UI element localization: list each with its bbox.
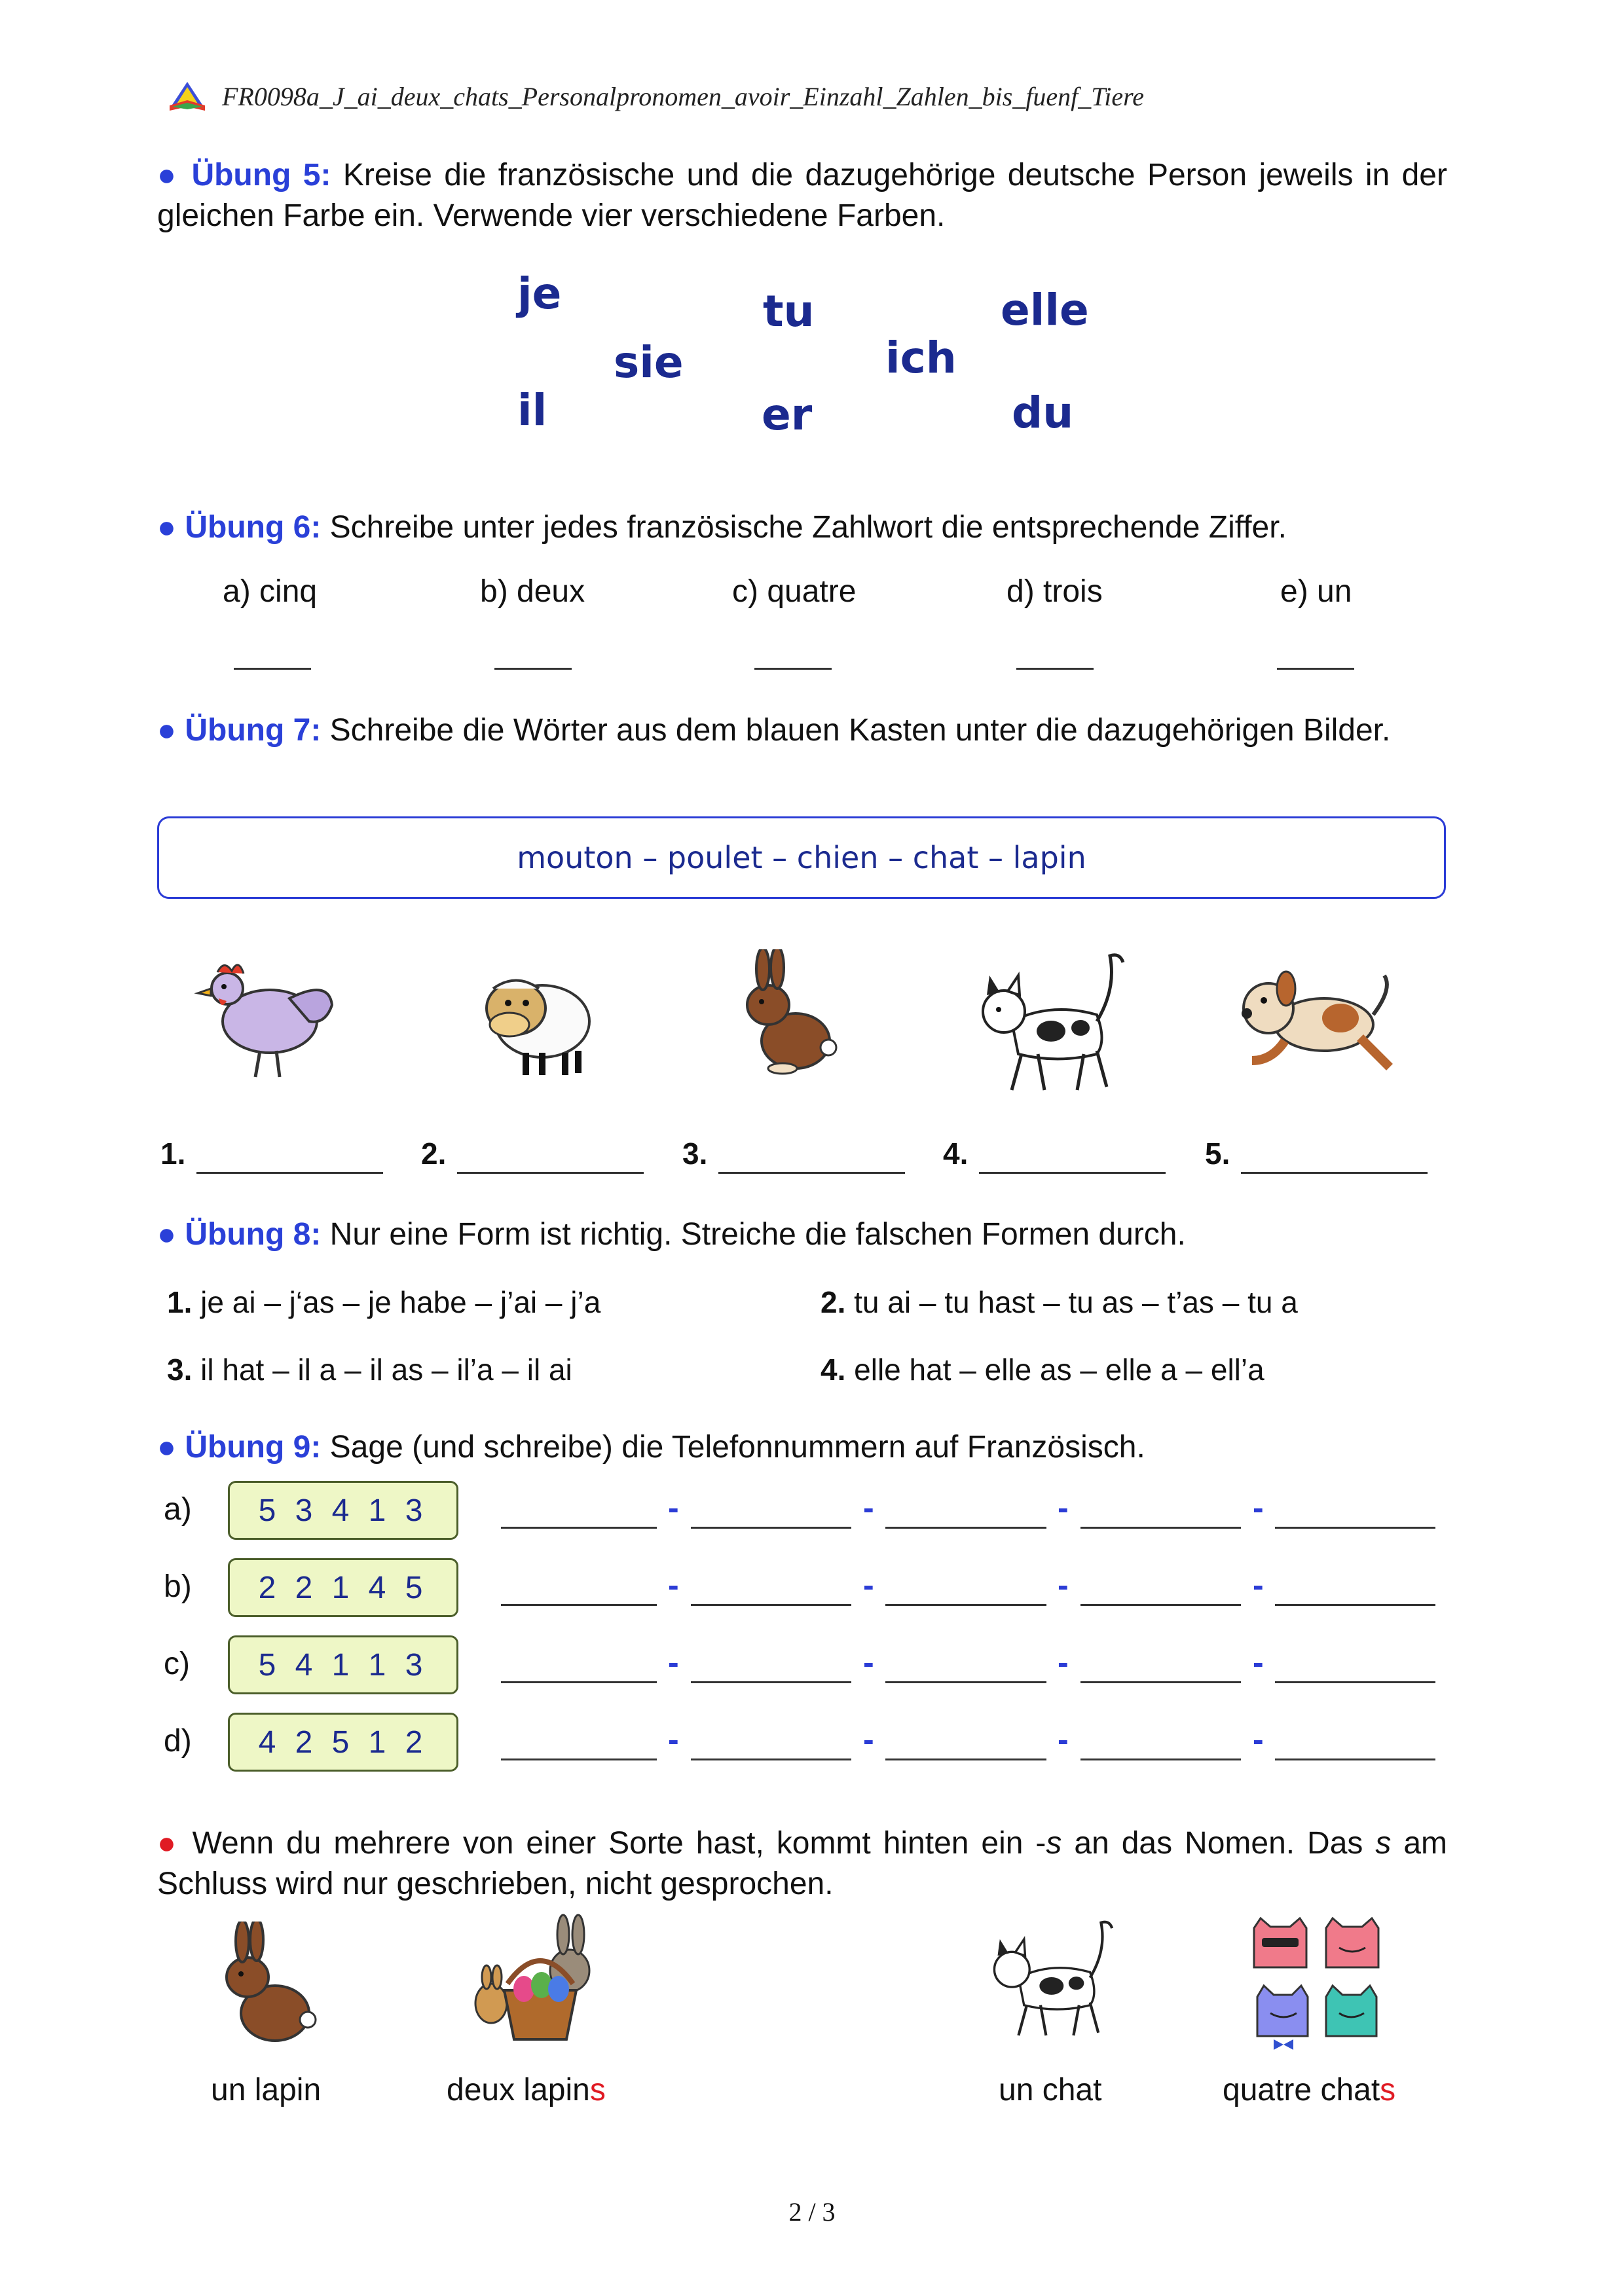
phone-word-blank[interactable] xyxy=(1275,1758,1435,1760)
pronoun-er[interactable]: er xyxy=(762,390,813,440)
phone-word-blank[interactable] xyxy=(691,1527,851,1529)
phone-word-blank[interactable] xyxy=(1080,1604,1241,1606)
chicken-icon xyxy=(191,953,342,1084)
answer-number-2: 2. xyxy=(421,1137,447,1171)
pronoun-du[interactable]: du xyxy=(1012,388,1074,438)
digit-blank-e[interactable] xyxy=(1277,668,1354,670)
page-number: 2 / 3 xyxy=(788,2197,836,2227)
four-cat-faces-icon xyxy=(1247,1915,1392,2052)
phone-dash: - xyxy=(1253,1567,1264,1603)
phone-dash: - xyxy=(1058,1721,1069,1758)
digit-blank-b[interactable] xyxy=(494,668,572,670)
answer-blank-3[interactable] xyxy=(718,1172,905,1174)
book-logo-icon xyxy=(167,81,208,112)
digit-blank-d[interactable] xyxy=(1016,668,1094,670)
answer-blank-1[interactable] xyxy=(196,1172,383,1174)
phone-word-blank[interactable] xyxy=(501,1758,657,1760)
number-item-e: e) un xyxy=(1280,574,1352,609)
phone-number-box: 4 2 5 1 2 xyxy=(228,1713,458,1772)
phone-dash: - xyxy=(863,1644,874,1681)
number-item-b: b) deux xyxy=(480,574,585,609)
caption-un-lapin: un lapin xyxy=(211,2073,322,2107)
pronoun-je[interactable]: je xyxy=(517,268,562,319)
phone-dash: - xyxy=(1058,1489,1069,1526)
phone-dash: - xyxy=(668,1721,679,1758)
number-item-d: d) trois xyxy=(1006,574,1103,609)
phone-word-blank[interactable] xyxy=(885,1681,1046,1683)
phone-dash: - xyxy=(1058,1567,1069,1603)
phone-word-blank[interactable] xyxy=(691,1758,851,1760)
phone-word-blank[interactable] xyxy=(691,1681,851,1683)
dog-icon xyxy=(1232,962,1396,1080)
pronoun-elle[interactable]: elle xyxy=(1001,285,1089,335)
sheep-icon xyxy=(477,962,595,1080)
page-header xyxy=(167,73,1144,119)
exercise-9-instruction: ● Übung 9: Sage (und schreibe) die Telefonnummern auf Französisch. xyxy=(157,1430,1145,1465)
easter-basket-rabbits-icon xyxy=(468,1912,599,2049)
phone-word-blank[interactable] xyxy=(885,1604,1046,1606)
forms-row-3[interactable]: 3. il hat – il a – il as – il’a – il ai xyxy=(167,1353,572,1387)
phone-number-box: 2 2 1 4 5 xyxy=(228,1558,458,1617)
exercise-7-instruction: ● Übung 7: Schreibe die Wörter aus dem blauen Kasten unter die dazugehörigen Bilder. xyxy=(157,713,1391,748)
number-item-a: a) cinq xyxy=(223,574,318,609)
phone-dash: - xyxy=(1253,1489,1264,1526)
answer-number-1: 1. xyxy=(160,1137,186,1171)
phone-dash: - xyxy=(668,1644,679,1681)
plural-note: ● Wenn du mehrere von einer Sorte hast, kommt hinten ein -s an das Nomen. Das s am Schluss wird nur geschrieben, nicht gesprochen. xyxy=(157,1826,1448,1901)
phone-row-label: c) xyxy=(164,1647,190,1681)
phone-dash: - xyxy=(668,1489,679,1526)
cat-icon xyxy=(972,949,1136,1100)
phone-word-blank[interactable] xyxy=(501,1604,657,1606)
word-box: mouton – poulet – chien – chat – lapin xyxy=(157,816,1446,899)
phone-word-blank[interactable] xyxy=(885,1527,1046,1529)
phone-word-blank[interactable] xyxy=(1080,1527,1241,1529)
phone-word-blank[interactable] xyxy=(501,1681,657,1683)
forms-row-2[interactable]: 2. tu ai – tu hast – tu as – t’as – tu a xyxy=(821,1285,1298,1319)
answer-number-5: 5. xyxy=(1205,1137,1230,1171)
pronoun-tu[interactable]: tu xyxy=(763,286,815,337)
phone-dash: - xyxy=(863,1489,874,1526)
caption-un-chat: un chat xyxy=(999,2073,1102,2107)
answer-blank-4[interactable] xyxy=(979,1172,1166,1174)
phone-word-blank[interactable] xyxy=(1080,1681,1241,1683)
phone-word-blank[interactable] xyxy=(1275,1681,1435,1683)
phone-word-blank[interactable] xyxy=(1080,1758,1241,1760)
exercise-6-instruction: ● Übung 6: Schreibe unter jedes französische Zahlwort die entsprechende Ziffer. xyxy=(157,510,1287,545)
rabbit-icon xyxy=(737,949,848,1080)
phone-dash: - xyxy=(1253,1644,1264,1681)
pronoun-ich[interactable]: ich xyxy=(885,333,957,383)
exercise-5-instruction: ● Übung 5: Kreise die französische und die dazugehörige deutsche Person jeweils in der gleichen Farbe ein. Verwende vier verschiedene Farben. xyxy=(157,158,1447,233)
caption-deux-lapins: deux lapins xyxy=(447,2073,606,2107)
phone-dash: - xyxy=(1058,1644,1069,1681)
phone-dash: - xyxy=(863,1567,874,1603)
phone-dash: - xyxy=(668,1567,679,1603)
cat-icon xyxy=(986,1915,1123,2046)
phone-word-blank[interactable] xyxy=(1275,1604,1435,1606)
forms-row-1[interactable]: 1. je ai – j‘as – je habe – j’ai – j’a xyxy=(167,1285,601,1319)
answer-number-4: 4. xyxy=(943,1137,969,1171)
phone-row-label: b) xyxy=(164,1569,192,1604)
phone-number-box: 5 3 4 1 3 xyxy=(228,1481,458,1540)
answer-number-3: 3. xyxy=(682,1137,708,1171)
digit-blank-a[interactable] xyxy=(234,668,311,670)
phone-number-box: 5 4 1 1 3 xyxy=(228,1635,458,1694)
phone-row-label: d) xyxy=(164,1724,192,1758)
answer-blank-2[interactable] xyxy=(457,1172,644,1174)
pronoun-il[interactable]: il xyxy=(517,385,547,435)
phone-word-blank[interactable] xyxy=(1275,1527,1435,1529)
caption-quatre-chats: quatre chats xyxy=(1223,2073,1396,2107)
phone-row-label: a) xyxy=(164,1492,192,1527)
phone-dash: - xyxy=(1253,1721,1264,1758)
exercise-8-instruction: ● Übung 8: Nur eine Form ist richtig. Streiche die falschen Formen durch. xyxy=(157,1217,1186,1252)
document-title: FR0098a_J_ai_deux_chats_Personalpronomen_avoir_Einzahl_Zahlen_bis_fuenf_Tiere xyxy=(222,81,1145,111)
phone-word-blank[interactable] xyxy=(501,1527,657,1529)
phone-word-blank[interactable] xyxy=(885,1758,1046,1760)
forms-row-4[interactable]: 4. elle hat – elle as – elle a – ell’a xyxy=(821,1353,1264,1387)
number-item-c: c) quatre xyxy=(732,574,857,609)
answer-blank-5[interactable] xyxy=(1241,1172,1428,1174)
pronoun-sie[interactable]: sie xyxy=(614,337,684,388)
phone-word-blank[interactable] xyxy=(691,1604,851,1606)
rabbit-icon xyxy=(216,1922,327,2052)
digit-blank-c[interactable] xyxy=(754,668,832,670)
phone-dash: - xyxy=(863,1721,874,1758)
